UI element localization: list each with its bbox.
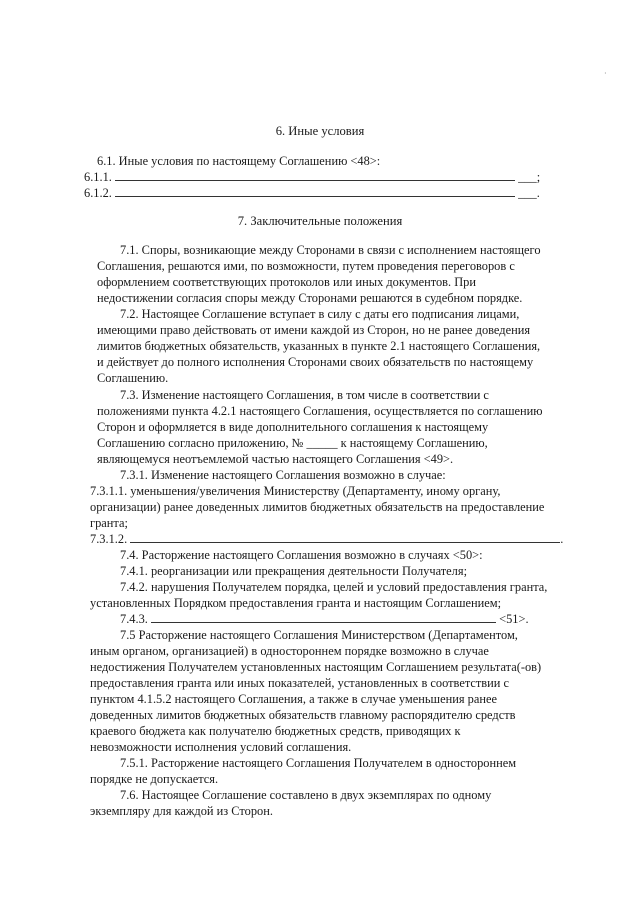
clause-7-3-1-2-end: . [560, 532, 564, 546]
clause-7-5-1-line: порядке не допускается. [90, 772, 219, 786]
clause-7-5-line: доведенных лимитов бюджетных обязательств главному распорядителю средств [90, 708, 516, 722]
clause-6-1-1-end: ___; [518, 170, 541, 184]
blank-line [115, 170, 515, 181]
clause-7-6-line: экземпляру для каждой из Сторон. [90, 804, 273, 818]
clause-7-3-line: Соглашению согласно приложению, № _____ к настоящему Соглашению, [97, 436, 488, 450]
clause-6-1-2-number: 6.1.2. [84, 186, 112, 200]
clause-7-4: 7.4. Расторжение настоящего Соглашения возможно в случаях <50>: [120, 548, 483, 562]
clause-7-4-2-line: установленных Порядком предоставления гранта и настоящим Соглашением; [90, 596, 502, 610]
clause-7-1-line: 7.1. Споры, возникающие между Сторонами в связи с исполнением настоящего [120, 243, 541, 257]
section-7-title: 7. Заключительные положения [237, 214, 403, 228]
clause-7-4-3 [120, 612, 529, 626]
clause-7-6-line: 7.6. Настоящее Соглашение составлено в двух экземплярах по одному [120, 788, 492, 802]
clause-7-2-line: Соглашению. [97, 371, 169, 385]
clause-7-1-line: оформлением соответствующих протоколов или иных документов. При [97, 275, 476, 289]
clause-7-3-line: Сторон и оформляется в виде дополнительного соглашения к настоящему [97, 420, 489, 434]
clause-6-1-1-number: 6.1.1. [84, 170, 112, 184]
clause-7-5-line: пунктом 4.1.5.2 настоящего Соглашения, а также в случае уменьшения ранее [90, 692, 497, 706]
clause-6-1-1 [84, 170, 540, 184]
clause-7-5-line: иным органом, организацией) в одностороннем порядке возможно в случае [90, 644, 489, 658]
clause-7-4-3-end: <51>. [499, 612, 529, 626]
clause-7-3-line: являющемуся неотъемлемой частью настоящего Соглашения <49>. [97, 452, 454, 466]
section-6-title: 6. Иные условия [275, 124, 365, 138]
blank-line [130, 532, 560, 543]
clause-6-1-2 [84, 186, 540, 200]
clause-7-5-line: предоставления гранта или иных показателей, установленных в соответствии с [90, 676, 510, 690]
clause-7-5-line: краевого бюджета как получателю бюджетных средств, приводящих к [90, 724, 461, 738]
clause-7-2-line: 7.2. Настоящее Соглашение вступает в силу с даты его подписания лицами, [120, 307, 520, 321]
clause-7-3-1-1-line: гранта; [90, 516, 128, 530]
clause-7-3-line: 7.3. Изменение настоящего Соглашения, в том числе в соответствии с [120, 388, 489, 402]
clause-7-3-1-2-number: 7.3.1.2. [90, 532, 128, 546]
clause-7-2-line: и действует до полного исполнения Сторонами своих обязательств по настоящему [97, 355, 534, 369]
clause-7-3-line: положениями пункта 4.2.1 настоящего Соглашения, осуществляется по соглашению [97, 404, 543, 418]
clause-7-1-line: недостижении согласия споры между Сторонами решаются в судебном порядке. [97, 291, 523, 305]
clause-7-4-2-line: 7.4.2. нарушения Получателем порядка, целей и условий предоставления гранта, [120, 580, 548, 594]
page-mark: · [604, 69, 607, 78]
clause-6-1-2-end: ___. [518, 186, 540, 200]
clause-7-5-1-line: 7.5.1. Расторжение настоящего Соглашения Получателем в одностороннем [120, 756, 517, 770]
blank-line [151, 612, 496, 623]
clause-7-3-1: 7.3.1. Изменение настоящего Соглашения возможно в случае: [120, 468, 446, 482]
clause-7-2-line: имеющими право действовать от имени каждой из Сторон, но не ранее доведения [97, 323, 531, 337]
clause-7-2-line: лимитов бюджетных обязательств, указанных в пункте 2.1 настоящего Соглашения, [97, 339, 541, 353]
clause-7-4-1: 7.4.1. реорганизации или прекращения деятельности Получателя; [120, 564, 468, 578]
clause-7-3-1-2 [90, 532, 563, 546]
clause-7-3-1-1-line: организации) ранее доведенных лимитов бюджетных обязательств на предоставление [90, 500, 545, 514]
clause-7-4-3-number: 7.4.3. [120, 612, 148, 626]
clause-7-5-line: недостижения Получателем установленных настоящим Соглашением результата(-ов) [90, 660, 542, 674]
clause-7-3-1-1-line: 7.3.1.1. уменьшения/увеличения Министерству (Департаменту, иному органу, [90, 484, 501, 498]
clause-7-5-line: невозможности исполнения условий соглашения. [90, 740, 352, 754]
clause-7-1-line: Соглашения, решаются ими, по возможности, путем проведения переговоров с [97, 259, 515, 273]
clause-6-1: 6.1. Иные условия по настоящему Соглашению <48>: [97, 154, 381, 168]
clause-7-5-line: 7.5 Расторжение настоящего Соглашения Министерством (Департаментом, [120, 628, 518, 642]
blank-line [115, 186, 515, 197]
